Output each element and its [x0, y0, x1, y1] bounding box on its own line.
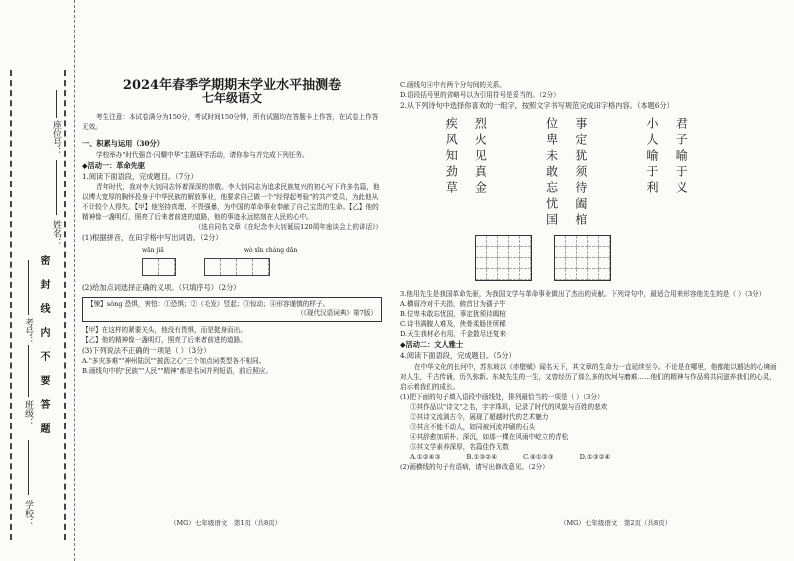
poem-c-line-2: 君子喻于义 — [674, 117, 689, 198]
poem-c-line-1: 小人喻于利 — [645, 117, 660, 198]
q3-option-a: A.横眉冷对千夫指，俯首甘为孺子牛 — [400, 300, 506, 309]
sentence-jia: 【甲】在这样的紧要关头，他没有畏惧，而是挺身而出。 — [82, 325, 247, 334]
copy-grid-right[interactable] — [554, 235, 611, 281]
seal-line-text: 密封线内不要答题 — [38, 255, 49, 447]
q4-option-c: C.④①②③ — [523, 452, 554, 461]
question-1-3: (3)下列说法不正确的一项是（ ）（3分） — [82, 345, 211, 355]
question-4-1: (1)把下面的句子填入语段中画线处，排列最恰当的一项是（ ）（3分） — [400, 392, 604, 401]
seat-label: 座位号： — [51, 120, 61, 156]
option-a: A."多灾多难""神州陆沉""披沥之心"三个加点词类型各不相同。 — [82, 356, 266, 365]
answer-grid-1[interactable] — [142, 258, 176, 276]
poem-a-line-2: 烈火见真金 — [473, 117, 488, 198]
q3-option-c: C.诗书满腹人难及，侠骨柔肠世所稀 — [400, 320, 506, 329]
option-b: B.画线句中的"民族""人民""精神"都是名词并列短语，前后照应。 — [82, 366, 272, 375]
option-d: D.语段括号里的省略号以为引用符号是妥当的。（2分） — [400, 91, 560, 99]
question-4: 4.阅读下面语段，完成题目。（5分） — [400, 351, 516, 361]
poem-options — [445, 117, 780, 229]
q4-sentence-3: ③其言不能不动人，如同被河流冲刷的石头 — [410, 422, 536, 431]
question-1-1: (1)根据拼音，在田字格中写出词语。（2分） — [82, 233, 223, 243]
intro-text: 学校举办"时代强音·闪耀中华"主题研学活动，请你参与并完成下列任务。 — [96, 150, 309, 159]
question-3: 3.他用先生是我国革命先驱，为我国文学与革命事业做出了杰出的贡献。下列诗句中，最适合用来形容他先生的是（ ）（3分） — [400, 290, 766, 299]
passage-1: 青年时代，我对李大钊同志怀着深深的崇敬。李大钊同志为追求民族复兴的初心写下许多名篇，他以博大宽厚的胸怀投身于中华民族的解放事业，他要求自己做一个"经得起考验"的共产党员，为此他从不计较个人得失。【甲】他坚持真理、不畏强暴，为中国的革命事业奉献了自己宝贵的生命。【乙】他的精神像一盏明灯，照亮了后来者前进的道路，他的事迹永远铭刻在人民的心中。 — [82, 183, 380, 222]
school-label: 学校： — [23, 500, 33, 527]
seat-blank[interactable] — [56, 90, 57, 118]
class-blank[interactable] — [28, 345, 29, 397]
q4-option-a: A.①②④③ — [410, 452, 441, 461]
passage-2: 在中华文化的长河中，苏东坡以《赤壁赋》闻名天下，其文章的生命力一直延续至今。不论是在哪里，他都能以豁达的心境面对人生，千古传诵，历久弥新。东坡先生的一生，又曾经历了那么多的坎坷与磨难……他们的精神与作品将共同滋养我们的心灵，启示着我们的成长。 — [400, 362, 777, 391]
school-blank[interactable] — [28, 440, 29, 495]
question-1-2: (2)给加点词选择正确的义项。（只填序号）（2分） — [82, 283, 241, 293]
exam-notice: 考生注意：本试卷满分为150分，考试时间150分钟，所有试题均在答题卡上作答，在试卷上作答无效。 — [82, 113, 379, 132]
pinyin-row — [142, 245, 382, 256]
exam-no-blank[interactable] — [28, 260, 29, 315]
task-1-heading: ◆活动一：革命先驱 — [82, 160, 146, 170]
question-2: 2.从下列诗句中选择你喜欢的一组字，按照文字书写规范完成田字格内容。（本题6分） — [400, 101, 674, 110]
dash-line-outer — [10, 70, 12, 540]
q4-sentence-2: ②其诗文流淌古今，展现了超越时代的艺术魅力 — [410, 412, 549, 421]
q3-option-d: D.天生我材必有用，千金散尽还复来 — [400, 330, 507, 339]
poem-a-line-1: 疾风知劲草 — [444, 117, 459, 198]
left-column — [82, 80, 382, 376]
q4-option-b: B.①③②④ — [466, 452, 498, 461]
right-column — [400, 80, 780, 472]
answer-grid-2[interactable] — [204, 258, 270, 276]
poem-b-line-1: 位卑未敢忘忧国 — [544, 117, 559, 230]
exam-no-label: 考号： — [23, 318, 33, 345]
footer-left: （MG）七年级语文 第1页（共8页） — [170, 519, 282, 527]
dictionary-box — [82, 297, 382, 322]
class-label: 班级： — [23, 400, 33, 427]
pinyin-2: wò xīn cháng dǎn — [243, 247, 298, 255]
task-2-heading: ◆活动二：文人雅士 — [400, 340, 464, 350]
q4-option-d: D.①③②④ — [579, 452, 611, 461]
dash-line-inner — [64, 70, 66, 540]
writing-grids — [142, 258, 382, 276]
sentence-yi: 【乙】他的精神像一盏明灯，照亮了后来者前进的道路。 — [82, 335, 247, 344]
copy-grid-left[interactable] — [475, 235, 532, 281]
q3-option-b: B.位卑未敢忘忧国，事定犹须待阖棺 — [400, 310, 506, 319]
poem-b-line-2: 事定犹须待阖棺 — [573, 117, 588, 230]
section-1-heading: 一、积累与运用（30分） — [82, 139, 164, 149]
q4-sentence-4: ④其辞愈加质朴、深沉，如那一棵在风雨中屹立的青松 — [410, 432, 569, 441]
q4-options — [400, 452, 780, 462]
exam-title: 2024年春季学期期末学业水平抽测卷 — [122, 78, 342, 93]
name-blank[interactable] — [56, 160, 57, 215]
dictionary-source: （《现代汉语词典》第7版） — [296, 309, 377, 318]
pinyin-1: wān jiā — [142, 247, 164, 255]
question-1: 1.阅读下面语段，完成题目。（7分） — [82, 171, 198, 181]
passage-note: （选自同名文章《在纪念李大钊诞辰120周年座谈会上的讲话》） — [194, 223, 382, 232]
footer-right: （MG）七年级语文 第2页（共8页） — [560, 519, 672, 527]
binding-margin — [0, 0, 75, 561]
name-label: 姓名： — [51, 220, 61, 247]
q4-sentence-5: ⑤其文学素养深厚，名篇佳作无数 — [410, 442, 509, 451]
option-c: C.画线句④中有两个分句间的关系。 — [400, 81, 506, 89]
q4-sentence-1: ①其作品以"诗文"之名，字字珠玑，记录了时代的风貌与百姓的悲欢 — [410, 402, 608, 411]
exam-subtitle: 七年级语文 — [201, 91, 262, 106]
copy-grids — [475, 235, 780, 281]
question-4-2: (2)画横线的句子有语病，请写出修改意见。（2分） — [400, 462, 549, 471]
dictionary-entry: 【悚】sǒng 恐惧，害怕：①恐惧；②（毛发）竖起；③惊动；④形容谨慎的样子。 — [87, 299, 330, 308]
